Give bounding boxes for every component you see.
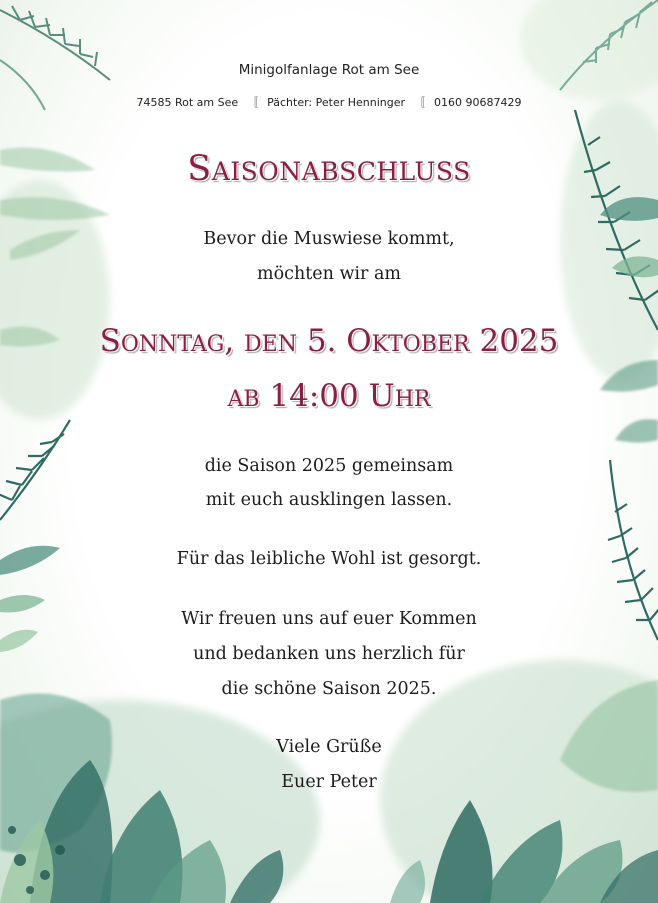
venue-name: Minigolfanlage Rot am See (238, 62, 420, 78)
body-line-2: mit euch ausklingen lassen. (205, 490, 453, 510)
signature: Euer Peter (281, 772, 377, 792)
title: Saisonabschluss (187, 149, 471, 189)
phone-number: 0160 90687429 (434, 96, 522, 109)
thanks-line-1: Wir freuen uns auf euer Kommen (181, 609, 477, 629)
tenant: Pächter: Peter Henninger (267, 96, 406, 109)
thanks-line-2: und bedanken uns herzlich für (193, 644, 465, 664)
intro-line-1: Bevor die Muswiese kommt, (203, 229, 455, 249)
event-time: ab 14:00 Uhr (227, 378, 431, 414)
event-date: Sonntag, den 5. Oktober 2025 (99, 323, 559, 359)
address: 74585 Rot am See (136, 96, 239, 109)
contact-line (0, 94, 658, 110)
separator: 〚 (414, 96, 426, 109)
catering-note: Für das leibliche Wohl ist gesorgt. (176, 549, 482, 569)
separator: 〚 (247, 96, 259, 109)
body-line-1: die Saison 2025 gemeinsam (204, 456, 454, 476)
thanks-line-3: die schöne Saison 2025. (221, 679, 437, 699)
intro-line-2: möchten wir am (257, 264, 401, 284)
greeting: Viele Grüße (276, 737, 382, 757)
